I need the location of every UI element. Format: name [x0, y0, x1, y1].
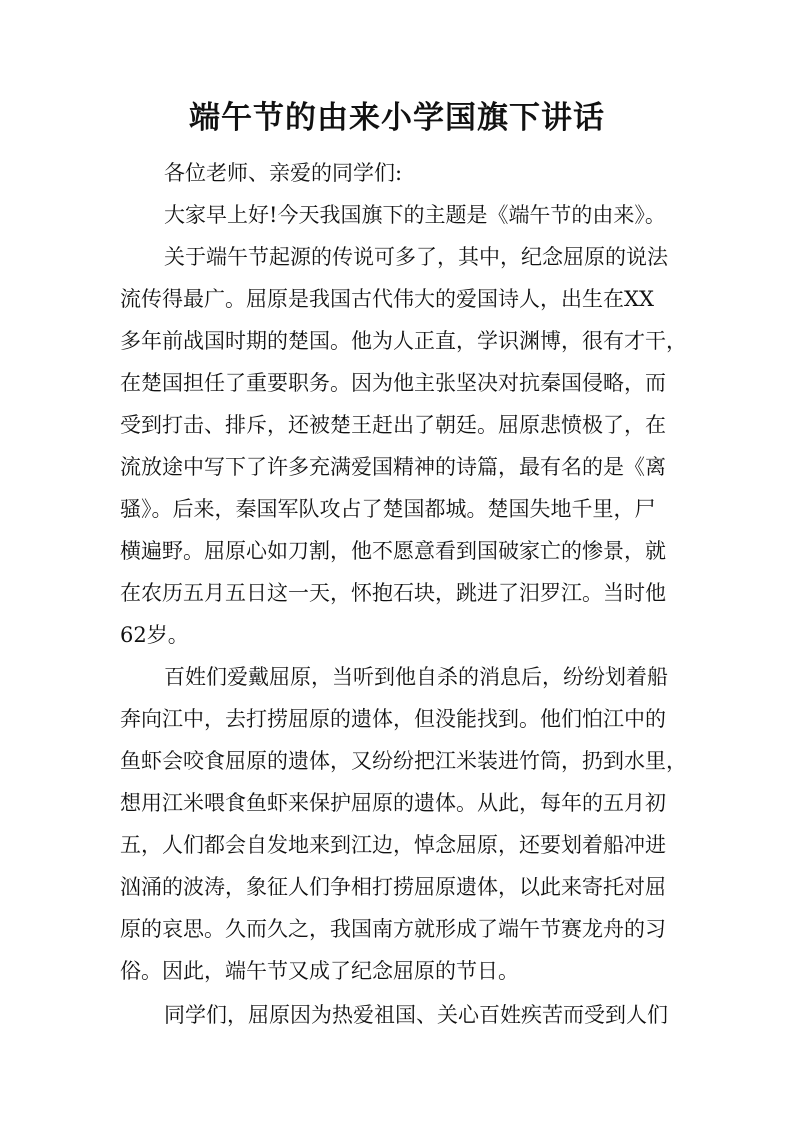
body-line: 俗。因此，端午节又成了纪念屈原的节日。	[120, 959, 519, 983]
body-line: 想用江米喂食鱼虾来保护屈原的遗体。从此，每年的五月初	[120, 791, 666, 815]
body-line: 大家早上好!今天我国旗下的主题是《端午节的由来》。	[164, 203, 666, 227]
body-line: 百姓们爱戴屈原，当听到他自杀的消息后，纷纷划着船	[164, 665, 668, 689]
body-line: 五，人们都会自发地来到江边，悼念屈原，还要划着船冲进	[120, 833, 666, 857]
body-line: 骚》。后来，秦国军队攻占了楚国都城。楚国失地千里，尸	[120, 497, 656, 521]
body-line: 多年前战国时期的楚国。他为人正直，学识渊博，很有才干，	[120, 329, 687, 353]
body-line: 流放途中写下了许多充满爱国精神的诗篇，最有名的是《离	[120, 455, 666, 479]
body-line: 原的哀思。久而久之，我国南方就形成了端午节赛龙舟的习	[120, 917, 666, 941]
body-line: 奔向江中，去打捞屈原的遗体，但没能找到。他们怕江中的	[120, 707, 666, 731]
document-title: 端午节的由来小学国旗下讲话	[189, 100, 605, 136]
salutation-line: 各位老师、亲爱的同学们:	[164, 161, 403, 185]
body-line: 鱼虾会咬食屈原的遗体，又纷纷把江米装进竹筒，扔到水里，	[120, 749, 687, 773]
body-line: 受到打击、排斥，还被楚王赶出了朝廷。屈原悲愤极了，在	[120, 413, 666, 437]
body-line: 汹涌的波涛，象征人们争相打捞屈原遗体，以此来寄托对屈	[120, 875, 666, 899]
body-line: 关于端午节起源的传说可多了，其中，纪念屈原的说法	[164, 245, 668, 269]
body-line: 62岁。	[120, 623, 189, 647]
body-line: 在楚国担任了重要职务。因为他主张坚决对抗秦国侵略，而	[120, 371, 666, 395]
body-line: 流传得最广。屈原是我国古代伟大的爱国诗人，出生在XX	[120, 287, 654, 311]
body-line: 同学们，屈原因为热爱祖国、关心百姓疾苦而受到人们	[164, 1003, 668, 1027]
body-line: 横遍野。屈原心如刀割，他不愿意看到国破家亡的惨景，就	[120, 539, 666, 563]
body-line: 在农历五月五日这一天，怀抱石块，跳进了汨罗江。当时他	[120, 581, 666, 605]
